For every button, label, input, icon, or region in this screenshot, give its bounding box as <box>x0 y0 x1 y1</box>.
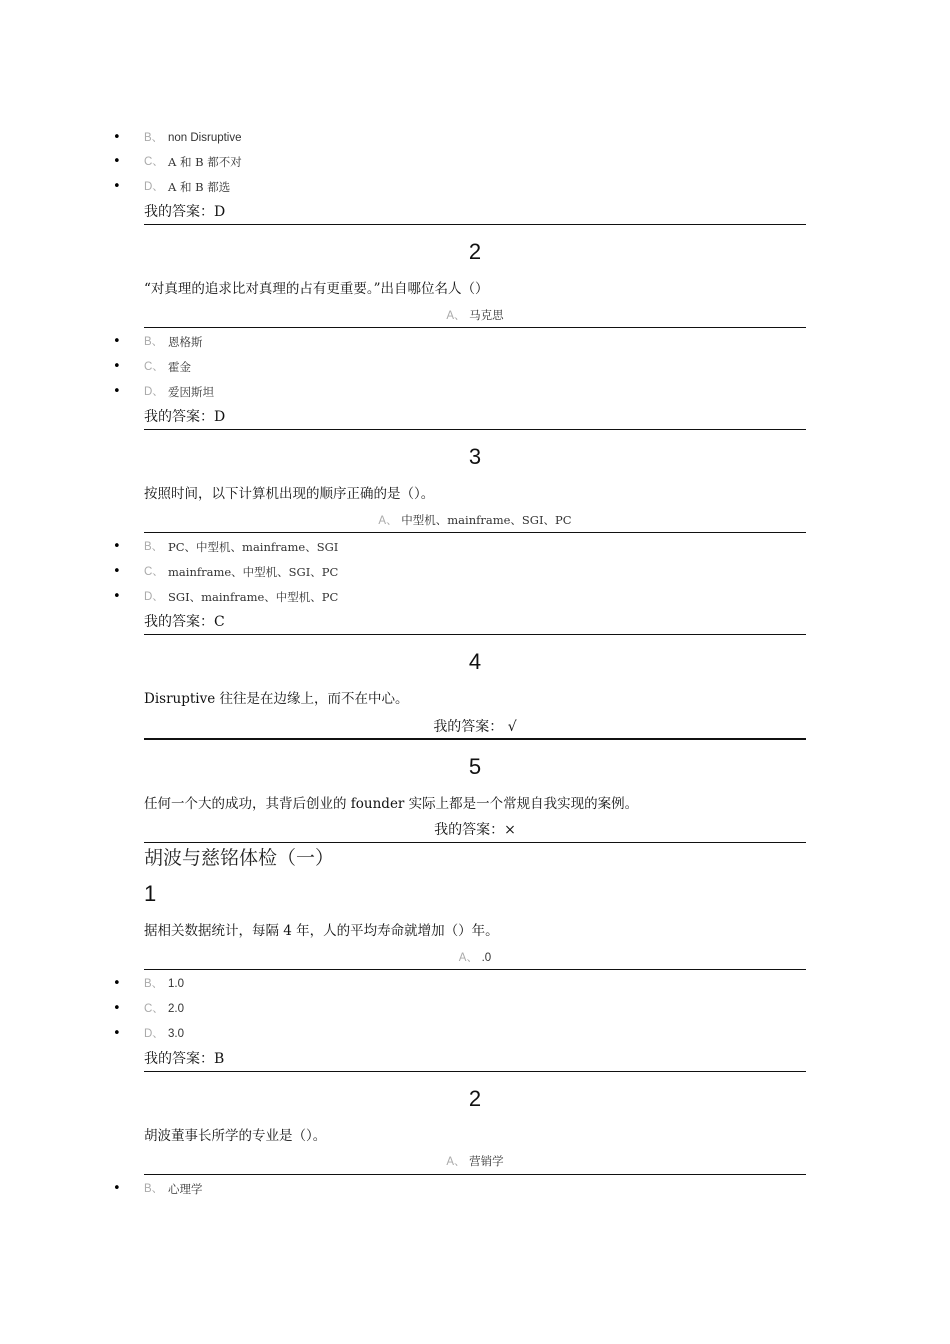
question-stem: Disruptive 往往是在边缘上，而不在中心。 <box>144 691 409 707</box>
option-text: mainframe、中型机、SGI、PC <box>168 565 339 579</box>
option-letter: D、 <box>144 181 164 193</box>
divider <box>144 532 806 533</box>
option-item[interactable] <box>0 177 950 197</box>
option-a[interactable] <box>0 948 950 967</box>
divider <box>144 738 806 740</box>
question-number: 2 <box>468 1086 482 1111</box>
option-a[interactable] <box>0 306 950 325</box>
option-item[interactable] <box>0 357 950 377</box>
option-a[interactable] <box>0 1152 950 1171</box>
question-stem: 按照时间，以下计算机出现的顺序正确的是（）。 <box>144 486 435 502</box>
bullet-icon: • <box>113 539 121 554</box>
section-title: 胡波与慈铭体检（一） <box>144 847 335 869</box>
question-number: 4 <box>468 649 482 674</box>
option-letter: B、 <box>144 978 164 990</box>
option-item[interactable] <box>0 974 950 994</box>
option-text: 2.0 <box>168 1003 184 1015</box>
option-text: 恩格斯 <box>168 335 203 349</box>
option-item[interactable] <box>0 332 950 352</box>
option-item[interactable] <box>0 152 950 172</box>
divider <box>144 969 806 970</box>
option-item[interactable] <box>0 587 950 607</box>
question-stem: 据相关数据统计，每隔 4 年，人的平均寿命就增加（）年。 <box>144 923 499 939</box>
option-letter: C、 <box>144 566 164 578</box>
option-text: 营销学 <box>469 1154 504 1168</box>
option-letter: A、 <box>446 1156 466 1168</box>
bullet-icon: • <box>113 976 121 991</box>
bullet-icon: • <box>113 359 121 374</box>
my-answer: 我的答案：D <box>144 204 226 220</box>
option-item[interactable] <box>0 128 950 148</box>
question-number: 1 <box>144 881 157 906</box>
option-item[interactable] <box>0 382 950 402</box>
bullet-icon: • <box>113 179 121 194</box>
option-item[interactable] <box>0 1024 950 1044</box>
option-text: .0 <box>481 952 492 964</box>
option-letter: B、 <box>144 541 164 553</box>
divider <box>144 224 806 225</box>
bullet-icon: • <box>113 130 121 145</box>
option-letter: B、 <box>144 1183 164 1195</box>
option-item[interactable] <box>0 999 950 1019</box>
option-text: 中型机、mainframe、SGI、PC <box>401 513 572 527</box>
bullet-icon: • <box>113 1001 121 1016</box>
option-text: A 和 B 都不对 <box>168 155 242 169</box>
option-letter: A、 <box>458 952 478 964</box>
option-text: 马克思 <box>469 308 504 322</box>
bullet-icon: • <box>113 154 121 169</box>
option-item[interactable] <box>0 537 950 557</box>
option-letter: D、 <box>144 591 164 603</box>
option-letter: B、 <box>144 336 164 348</box>
bullet-icon: • <box>113 589 121 604</box>
divider <box>144 327 806 328</box>
option-letter: D、 <box>144 1028 164 1040</box>
option-text: 1.0 <box>168 978 184 990</box>
option-a[interactable] <box>0 511 950 530</box>
bullet-icon: • <box>113 384 121 399</box>
my-answer: 我的答案：× <box>434 822 516 838</box>
option-text: 心理学 <box>168 1182 203 1196</box>
option-text: 爱因斯坦 <box>168 385 214 399</box>
my-answer: 我的答案： √ <box>433 719 517 735</box>
bullet-icon: • <box>113 1026 121 1041</box>
question-number: 2 <box>468 239 482 264</box>
bullet-icon: • <box>113 1181 121 1196</box>
option-letter: C、 <box>144 361 164 373</box>
question-stem: 胡波董事长所学的专业是（）。 <box>144 1128 327 1144</box>
option-letter: D、 <box>144 386 164 398</box>
divider <box>144 429 806 430</box>
option-text: A 和 B 都选 <box>168 180 231 194</box>
option-letter: C、 <box>144 1003 164 1015</box>
divider <box>144 842 806 843</box>
option-letter: A、 <box>446 310 466 322</box>
divider <box>144 1174 806 1175</box>
option-item[interactable] <box>0 562 950 582</box>
option-letter: C、 <box>144 156 164 168</box>
divider <box>144 634 806 635</box>
bullet-icon: • <box>113 334 121 349</box>
option-text: 霍金 <box>168 360 191 374</box>
question-stem: “对真理的追求比对真理的占有更重要。”出自哪位名人（） <box>144 281 489 297</box>
my-answer: 我的答案：C <box>144 614 225 630</box>
my-answer: 我的答案：D <box>144 409 226 425</box>
option-text: PC、中型机、mainframe、SGI <box>168 540 339 554</box>
option-text: non Disruptive <box>168 132 242 144</box>
bullet-icon: • <box>113 564 121 579</box>
option-letter: B、 <box>144 132 164 144</box>
question-number: 5 <box>468 754 482 779</box>
question-number: 3 <box>468 444 482 469</box>
divider <box>144 1071 806 1072</box>
option-item[interactable] <box>0 1179 950 1199</box>
option-text: 3.0 <box>168 1028 184 1040</box>
option-letter: A、 <box>378 515 398 527</box>
option-text: SGI、mainframe、中型机、PC <box>168 590 339 604</box>
my-answer: 我的答案：B <box>144 1051 225 1067</box>
question-stem: 任何一个大的成功，其背后创业的 founder 实际上都是一个常规自我实现的案例。 <box>144 796 639 812</box>
